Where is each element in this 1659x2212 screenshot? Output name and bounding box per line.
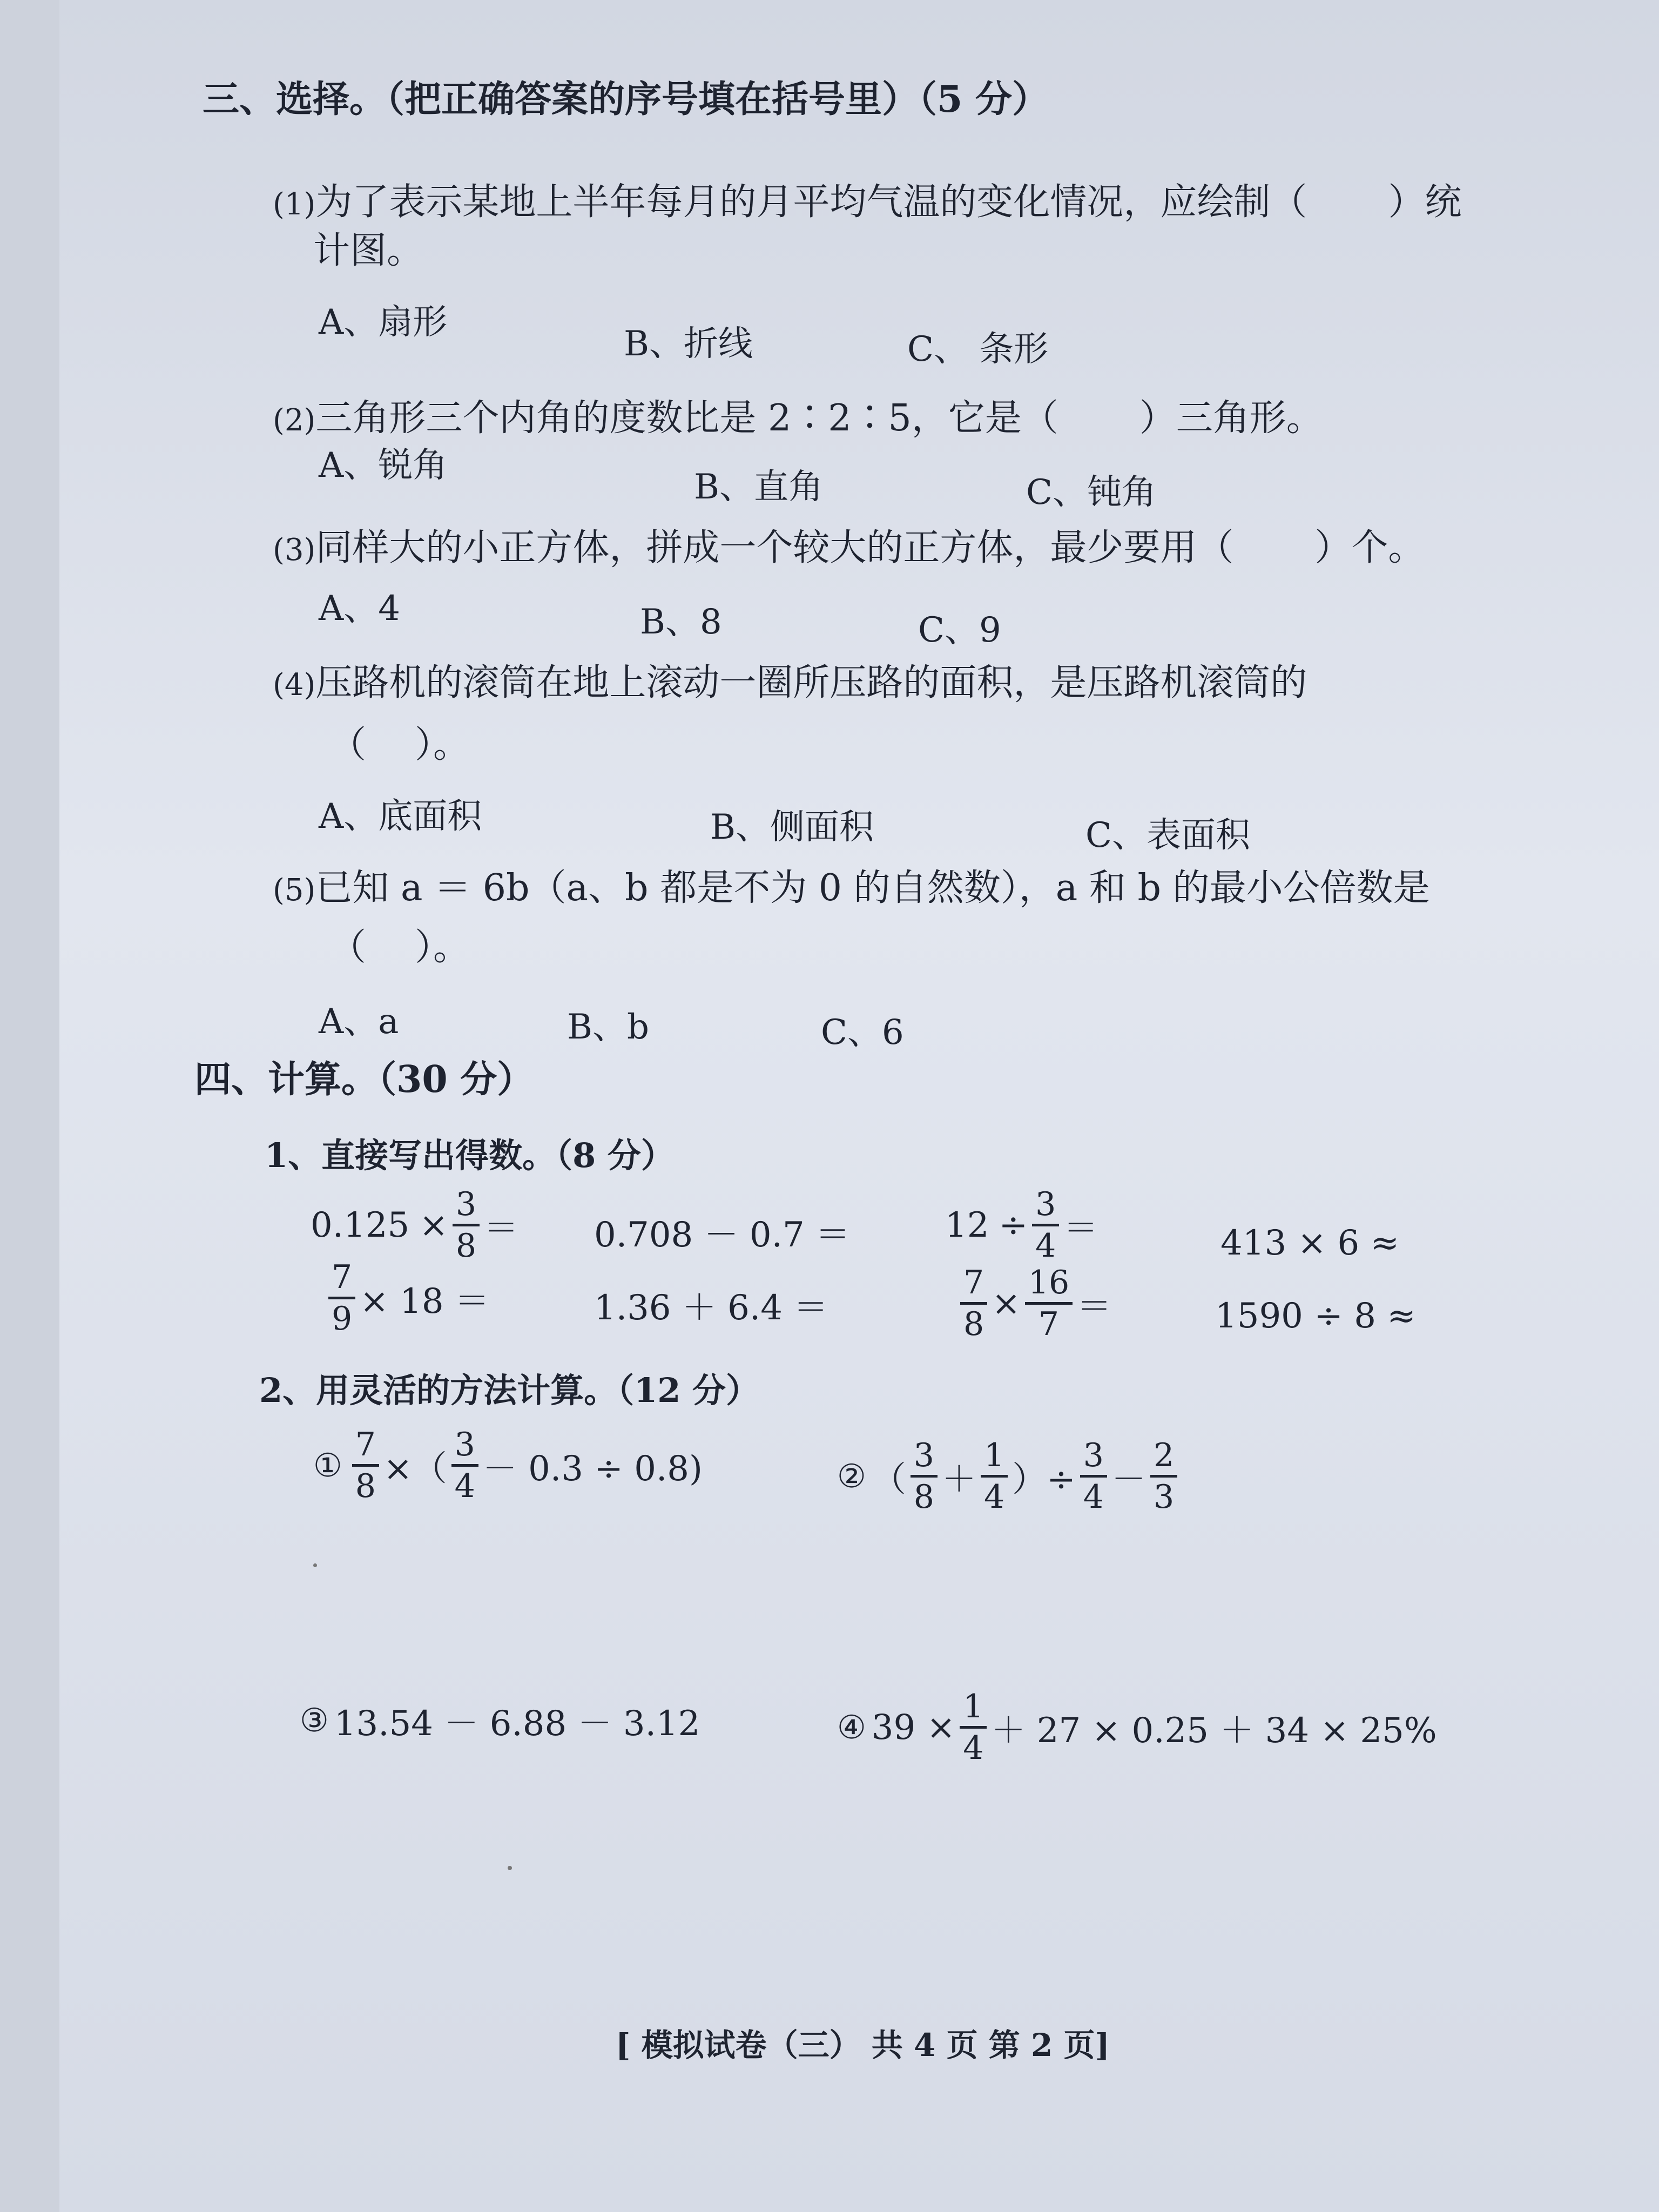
fraction: $\frac{7}{9}$ xyxy=(328,1261,355,1335)
question-5-continued: （ ）。 xyxy=(329,926,470,969)
exam-page xyxy=(59,0,1659,2212)
fraction: $\frac{3}{4}$ xyxy=(1032,1188,1059,1262)
question-5-option-b: B、b xyxy=(567,1007,649,1047)
part-2-heading: 2、用灵活的方法计算。（12 分） xyxy=(259,1371,760,1410)
question-3-option-a: A、4 xyxy=(319,589,400,629)
question-1-option-c: C、 条形 xyxy=(907,329,1049,369)
direct-calc-7: $\frac{7}{8}$ × $\frac{16}{7}$ ＝ xyxy=(956,1266,1111,1340)
question-3-option-c: C、9 xyxy=(918,610,1001,650)
question-text: 为了表示某地上半年每月的月平均气温的变化情况，应绘制（ xyxy=(315,181,1307,224)
page-footer: [ 模拟试卷（三） 共 4 页 第 2 页] xyxy=(616,2027,1110,2063)
question-4-option-a: A、底面积 xyxy=(319,797,482,837)
question-text: 同样大的小正方体，拼成一个较大的正方体，最少要用（ xyxy=(315,527,1234,569)
question-text: 压路机的滚筒在地上滚动一圈所压路的面积，是压路机滚筒的 xyxy=(315,662,1307,704)
fraction: $\frac{7}{8}$ xyxy=(352,1428,379,1502)
question-2 xyxy=(273,389,1323,441)
fraction: $\frac{1}{4}$ xyxy=(960,1690,987,1764)
question-1-option-b: B、折线 xyxy=(624,324,753,364)
fraction: $\frac{7}{8}$ xyxy=(960,1266,987,1340)
direct-calc-8: 1590 ÷ 8 ≈ xyxy=(1215,1296,1416,1336)
question-1-option-a: A、扇形 xyxy=(319,302,448,342)
flexible-calc-4: ④ 39 × $\frac{1}{4}$ ＋ 27 × 0.25 ＋ 34 × 25% xyxy=(837,1688,1437,1767)
part-1-heading: 1、直接写出得数。（8 分） xyxy=(265,1136,675,1175)
question-text-end: ）三角形。 xyxy=(1139,397,1323,440)
question-3 xyxy=(273,518,1425,571)
question-number: (1) xyxy=(273,187,316,222)
direct-calc-5: $\frac{7}{9}$ × 18 ＝ xyxy=(324,1261,489,1335)
question-number: (3) xyxy=(273,532,316,568)
fraction: $\frac{3}{8}$ xyxy=(453,1188,480,1262)
question-4-continued: （ ）。 xyxy=(329,724,470,766)
question-text-end: ）统 xyxy=(1388,181,1462,224)
flexible-calc-1: ① $\frac{7}{8}$ ×（ $\frac{3}{4}$ － 0.3 ÷ 0.8) xyxy=(313,1426,703,1505)
question-1-continued: 计图。 xyxy=(313,230,424,272)
question-1 xyxy=(273,173,1461,225)
question-5-option-a: A、a xyxy=(319,1002,399,1042)
question-text: 已知 a ＝ 6b（a、b 都是不为 0 的自然数），a 和 b 的最小公倍数是 xyxy=(315,867,1430,909)
question-2-option-c: C、钝角 xyxy=(1026,473,1156,512)
question-4-option-b: B、侧面积 xyxy=(710,807,874,847)
question-5 xyxy=(273,859,1430,911)
paper-speck xyxy=(313,1563,317,1567)
question-text: 三角形三个内角的度数比是 2∶2∶5，它是（ xyxy=(315,397,1058,440)
section-four-heading: 四、计算。（30 分） xyxy=(194,1058,534,1101)
fraction: $\frac{1}{4}$ xyxy=(981,1439,1008,1513)
question-3-option-b: B、8 xyxy=(640,602,722,642)
question-2-option-b: B、直角 xyxy=(694,467,824,507)
section-three-heading: 三、选择。（把正确答案的序号填在括号里）（5 分） xyxy=(203,78,1049,121)
flexible-calc-2: ② （ $\frac{3}{8}$ ＋ $\frac{1}{4}$ ）÷ $\frac{3}{4}$ － $\frac{2}{3}$ xyxy=(837,1439,1182,1513)
paper-speck xyxy=(508,1866,512,1870)
fraction: $\frac{2}{3}$ xyxy=(1150,1439,1177,1513)
question-4 xyxy=(273,653,1307,706)
question-5-option-c: C、6 xyxy=(821,1013,904,1053)
question-number: (4) xyxy=(273,667,316,703)
question-number: (5) xyxy=(273,873,316,908)
question-text-end: ）个。 xyxy=(1314,527,1425,569)
question-number: (2) xyxy=(273,403,316,438)
flexible-calc-3: ③ 13.54 － 6.88 － 3.12 xyxy=(300,1702,700,1744)
question-4-option-c: C、表面积 xyxy=(1085,815,1250,855)
direct-calc-6: 1.36 ＋ 6.4 ＝ xyxy=(594,1288,828,1328)
fraction: $\frac{16}{7}$ xyxy=(1025,1266,1073,1340)
fraction: $\frac{3}{8}$ xyxy=(911,1439,938,1513)
fraction: $\frac{3}{4}$ xyxy=(451,1428,478,1502)
direct-calc-3: 12 ÷ $\frac{3}{4}$ ＝ xyxy=(945,1185,1098,1265)
direct-calc-4: 413 × 6 ≈ xyxy=(1220,1223,1400,1263)
direct-calc-2: 0.708 － 0.7 ＝ xyxy=(594,1215,851,1255)
direct-calc-1: 0.125 × $\frac{3}{8}$ ＝ xyxy=(311,1185,519,1265)
question-2-option-a: A、锐角 xyxy=(319,446,448,485)
fraction: $\frac{3}{4}$ xyxy=(1080,1439,1107,1513)
